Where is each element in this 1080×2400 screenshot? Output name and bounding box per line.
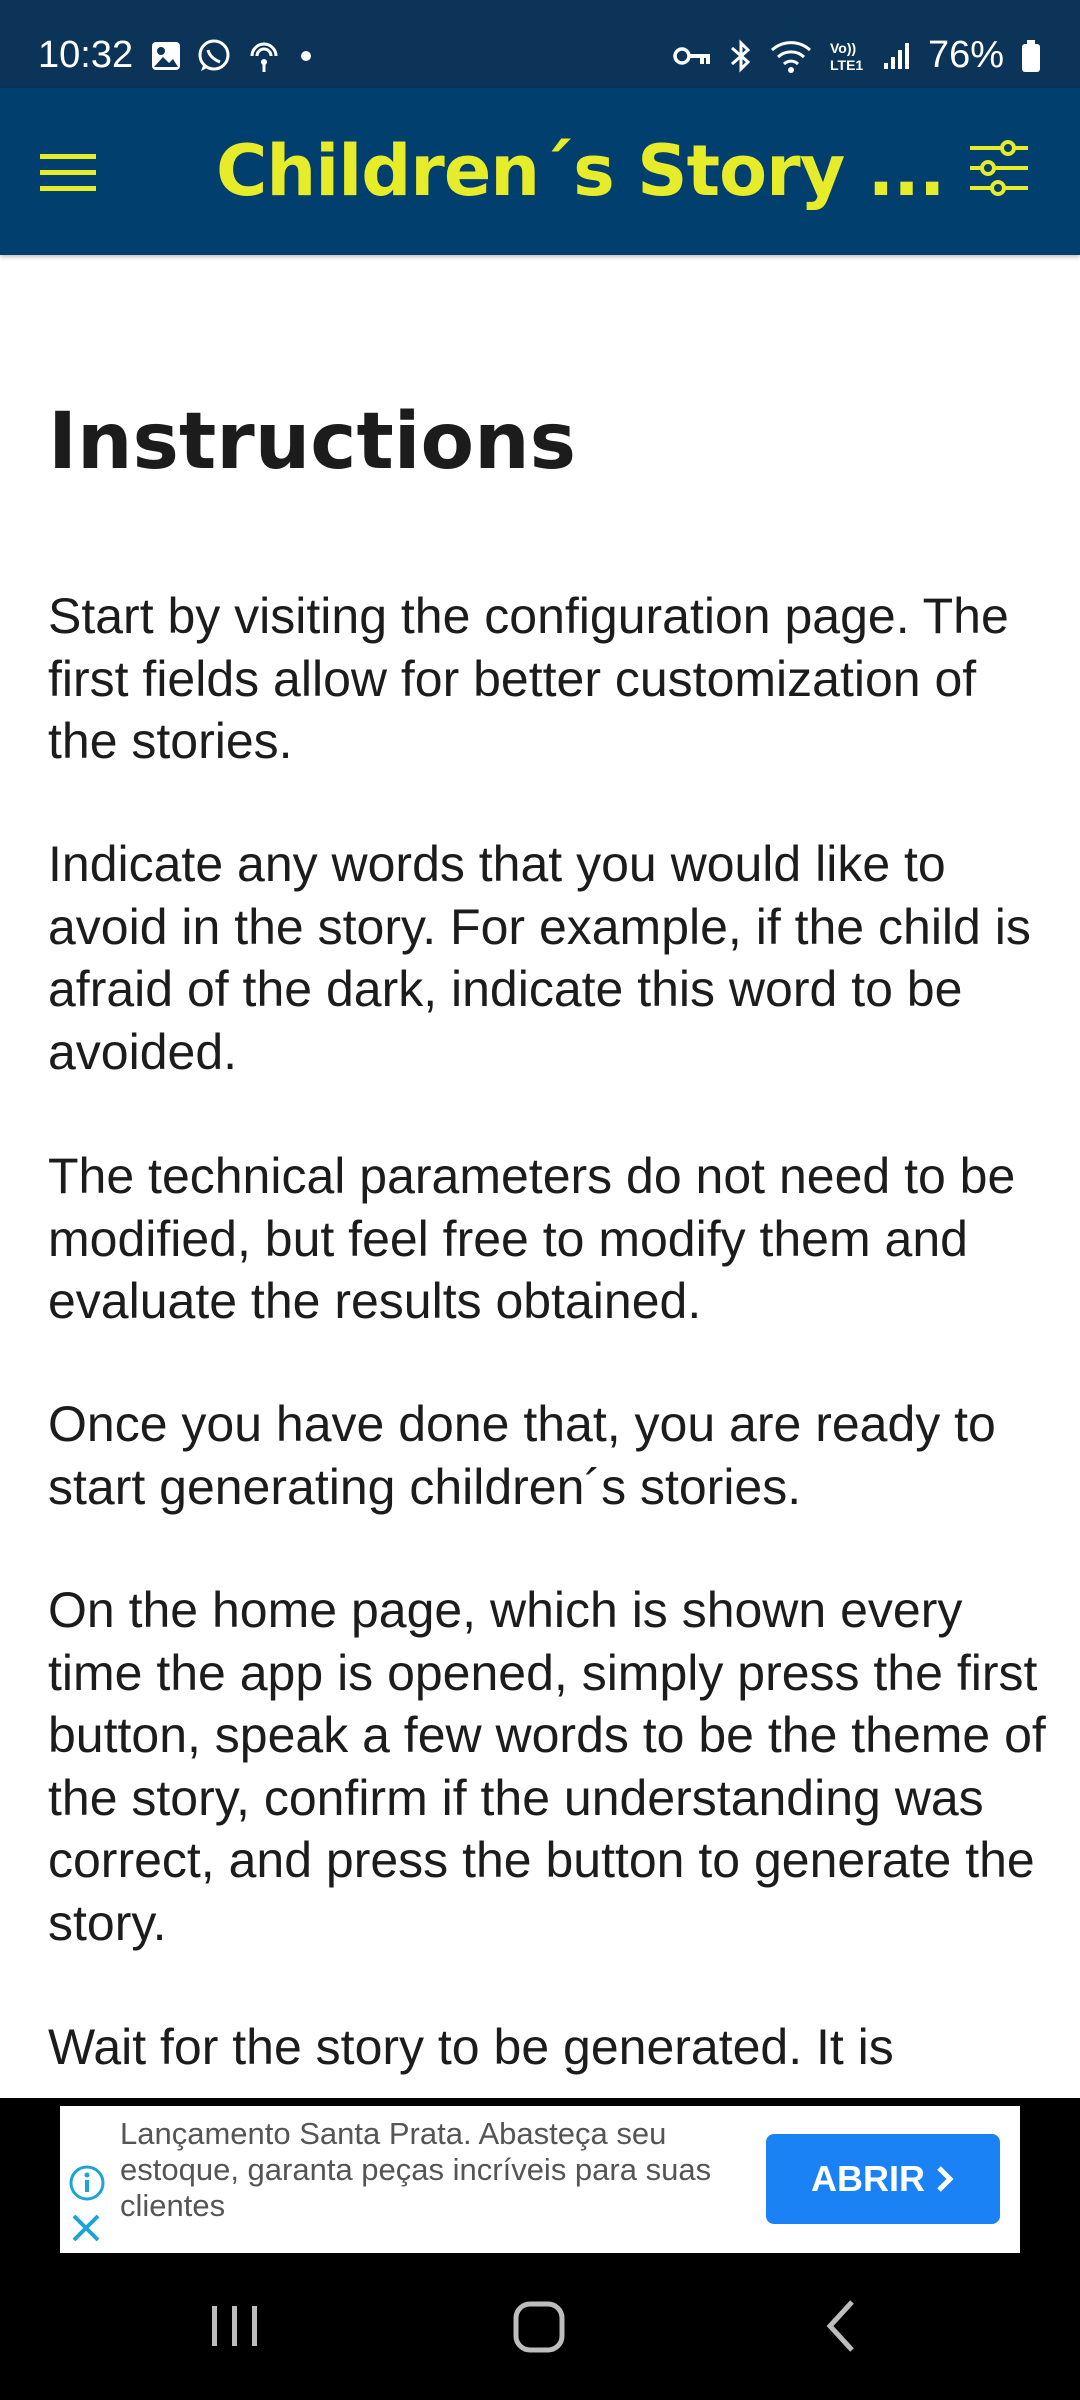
paragraph: Wait for the story to be generated. It is: [48, 2019, 894, 2075]
battery-percent: 76%: [927, 34, 1004, 76]
hamburger-menu-icon: [40, 152, 96, 194]
paragraph: The technical parameters do not need to be modified, but feel free to modify them and evaluate the results obtained.: [48, 1148, 1016, 1330]
ad-card[interactable]: [60, 2106, 1020, 2253]
app-bar: [0, 88, 1080, 255]
app-title: Children´s Story ...: [216, 130, 945, 212]
close-icon[interactable]: [70, 2212, 102, 2244]
ad-open-label: ABRIR: [811, 2158, 925, 2199]
battery-icon: [1020, 38, 1042, 74]
dot-icon: [296, 46, 316, 66]
page-title: Instructions: [48, 397, 577, 487]
status-bar: [0, 0, 1080, 88]
chevron-right-icon: [935, 2164, 955, 2194]
sliders-settings-icon: [968, 140, 1030, 196]
volte-icon: [828, 38, 866, 74]
settings-button[interactable]: [968, 140, 1040, 204]
bluetooth-icon: [728, 38, 754, 74]
home-icon[interactable]: [510, 2296, 570, 2356]
signal-icon: [882, 41, 912, 71]
paragraph: Once you have done that, you are ready to start generating children´s stories.: [48, 1396, 996, 1515]
status-time: 10:32: [38, 34, 134, 76]
recent-apps-icon[interactable]: [208, 2296, 262, 2356]
ad-open-button[interactable]: [766, 2134, 1000, 2224]
paragraph: Start by visiting the configuration page. The first fields allow for better customization of the stories.: [48, 588, 1009, 770]
vpn-key-icon: [672, 42, 712, 70]
wifi-icon: [770, 38, 812, 74]
ad-text: Lançamento Santa Prata. Abasteça seu estoque, garanta peças incríveis para suas clientes: [120, 2116, 712, 2223]
paragraph: On the home page, which is shown every time the app is opened, simply press the first button, speak a few words to be the theme of the story, confirm if the understanding was correct, and press the button to generate the story.: [48, 1582, 1046, 1951]
paragraph: Indicate any words that you would like to avoid in the story. For example, if the child is afraid of the dark, indicate this word to be avoided.: [48, 836, 1031, 1080]
cast-icon: [246, 38, 282, 74]
info-icon[interactable]: [68, 2164, 106, 2202]
svg-text:Vo)): Vo)): [829, 39, 857, 56]
menu-button[interactable]: [40, 138, 130, 208]
svg-text:LTE1: LTE1: [829, 56, 864, 73]
gallery-icon: [150, 40, 182, 72]
system-nav-bar: [0, 2256, 1080, 2400]
whatsapp-icon: [196, 38, 232, 74]
back-icon[interactable]: [822, 2296, 862, 2356]
ad-banner: [0, 2098, 1080, 2256]
